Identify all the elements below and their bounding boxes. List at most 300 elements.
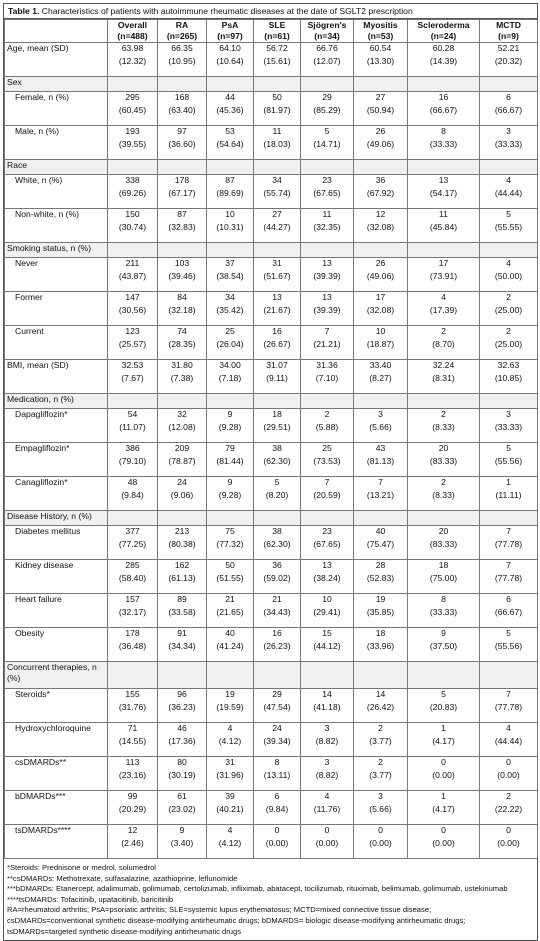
cell-subvalue: (41.18): [313, 702, 341, 712]
table-cell: [354, 258, 408, 292]
cell-subvalue: (23.16): [118, 770, 147, 780]
cell-subvalue: (36.23): [168, 702, 196, 712]
cell-value: 66.35: [171, 43, 193, 53]
cell-value: 31: [272, 258, 282, 268]
table-row: [5, 326, 538, 360]
header-ra: RA (n=265): [158, 20, 207, 43]
cell-value: 23: [322, 526, 332, 536]
cell-subvalue: (38.24): [313, 573, 341, 583]
cell-subvalue: (23.02): [168, 804, 196, 814]
table-row: [5, 689, 538, 723]
section-label: Sex: [5, 77, 108, 92]
cell-value: 4: [506, 258, 511, 268]
table-cell: [408, 209, 480, 243]
header-myositis: Myositis (n=53): [354, 20, 408, 43]
cell-value: 56.72: [266, 43, 288, 53]
cell-value: 2: [441, 326, 446, 336]
cell-subvalue: (51.55): [216, 573, 244, 583]
cell-subvalue: (33.58): [168, 607, 196, 617]
section-row: [5, 394, 538, 409]
table-cell: [158, 409, 207, 443]
table-cell: [354, 791, 408, 825]
section-cell: [480, 394, 538, 409]
table-cell: [207, 594, 254, 628]
cell-value: 79: [225, 443, 235, 453]
cell-subvalue: (50.94): [366, 105, 395, 115]
cell-subvalue: (81.44): [216, 456, 244, 466]
cell-subvalue: (78.87): [168, 456, 196, 466]
table-row: [5, 526, 538, 560]
table-cell: [480, 43, 538, 77]
table-cell: [254, 477, 301, 511]
cell-subvalue: (89.69): [216, 188, 244, 198]
cell-value: 20: [438, 443, 449, 453]
cell-value: 84: [177, 292, 187, 302]
cell-value: 178: [174, 175, 190, 185]
cell-value: 285: [125, 560, 140, 570]
cell-value: 7: [506, 560, 511, 570]
section-cell: [158, 77, 207, 92]
table-cell: [301, 126, 354, 160]
cell-value: 6: [274, 791, 280, 801]
section-cell: [158, 243, 207, 258]
table-row: [5, 443, 538, 477]
table-cell: [408, 526, 480, 560]
table-cell: [301, 175, 354, 209]
cell-value: 211: [125, 258, 140, 268]
cell-value: 12: [127, 825, 138, 835]
cell-subvalue: (20.29): [118, 804, 147, 814]
table-cell: [254, 628, 301, 662]
cell-subvalue: (29.51): [263, 422, 291, 432]
row-label: Age, mean (SD): [5, 43, 108, 77]
row-label: Male, n (%): [5, 126, 108, 160]
cell-subvalue: (44.27): [263, 222, 291, 232]
cell-subvalue: (73.91): [429, 271, 458, 281]
section-cell: [158, 394, 207, 409]
table-cell: [158, 92, 207, 126]
cell-subvalue: (8.20): [265, 490, 289, 500]
cell-value: 74: [177, 326, 187, 336]
table-cell: [207, 292, 254, 326]
table-row: [5, 43, 538, 77]
cell-value: 150: [125, 209, 140, 219]
table-cell: [158, 292, 207, 326]
cell-value: 43: [375, 443, 386, 453]
table-cell: [480, 723, 538, 757]
cell-value: 1: [441, 723, 446, 733]
cell-value: 6: [506, 92, 511, 102]
footnote-line: ***bDMARDs: Etanercept, adalimumab, golimumab, certolizumab, infliximab, abatacept, tocilizumab, rituximab, belimumab, golimumab, ustekinumab: [7, 884, 508, 894]
cell-subvalue: (33.33): [494, 139, 523, 149]
table-cell: [301, 757, 354, 791]
cell-value: 168: [174, 92, 190, 102]
cell-value: 13: [272, 292, 282, 302]
cell-subvalue: (0.00): [497, 770, 520, 780]
cell-subvalue: (2.46): [121, 838, 144, 848]
table-cell: [108, 258, 158, 292]
row-label: Heart failure: [5, 594, 108, 628]
cell-value: 9: [441, 628, 446, 638]
table-cell: [207, 723, 254, 757]
cell-value: 386: [125, 443, 140, 453]
cell-subvalue: (30.19): [168, 770, 196, 780]
cell-value: 21: [272, 594, 282, 604]
section-cell: [301, 394, 354, 409]
table-cell: [301, 258, 354, 292]
cell-value: 29: [272, 689, 282, 699]
cell-subvalue: (75.47): [366, 539, 395, 549]
cell-value: 40: [225, 628, 235, 638]
cell-subvalue: (11.76): [313, 804, 341, 814]
section-cell: [480, 243, 538, 258]
table-cell: [254, 443, 301, 477]
section-cell: [354, 77, 408, 92]
row-label: Empagliflozin*: [5, 443, 108, 477]
cell-subvalue: (55.56): [494, 456, 523, 466]
table-cell: [354, 689, 408, 723]
table-cell: [301, 92, 354, 126]
table-cell: [254, 723, 301, 757]
table-cell: [158, 477, 207, 511]
cell-value: 0: [274, 825, 280, 835]
cell-subvalue: (7.10): [315, 373, 339, 383]
section-cell: [480, 77, 538, 92]
cell-value: 8: [441, 126, 446, 136]
cell-subvalue: (51.67): [263, 271, 291, 281]
cell-value: 13: [322, 258, 332, 268]
table-row: [5, 175, 538, 209]
footnote-line: csDMARDs=conventional synthetic disease-modifying antirheumatic drugs; bDMARDS= biologic disease-modifying antirheumatic drugs; tsDMARDs=targeted synthetic disease-modifying antirheumatic drugs: [7, 915, 466, 936]
table-cell: [480, 825, 538, 859]
cell-subvalue: (25.00): [494, 339, 523, 349]
cell-subvalue: (32.08): [366, 222, 395, 232]
cell-value: 31.36: [316, 360, 338, 370]
cell-subvalue: (3.77): [369, 770, 392, 780]
cell-value: 2: [441, 409, 446, 419]
cell-subvalue: (33.33): [429, 139, 458, 149]
cell-subvalue: (39.55): [118, 139, 147, 149]
cell-value: 5: [506, 443, 511, 453]
table-cell: [254, 292, 301, 326]
cell-subvalue: (25.00): [494, 305, 523, 315]
cell-subvalue: (39.39): [313, 305, 341, 315]
cell-subvalue: (43.87): [118, 271, 147, 281]
cell-value: 36: [272, 560, 282, 570]
section-cell: [254, 160, 301, 175]
table-cell: [354, 209, 408, 243]
cell-value: 18: [272, 409, 282, 419]
cell-value: 338: [125, 175, 140, 185]
table-cell: [408, 126, 480, 160]
table-row: [5, 409, 538, 443]
cell-subvalue: (66.67): [494, 607, 523, 617]
cell-subvalue: (55.55): [494, 222, 523, 232]
cell-value: 2: [378, 723, 383, 733]
table-cell: [480, 757, 538, 791]
cell-subvalue: (5.88): [315, 422, 339, 432]
table-cell: [207, 409, 254, 443]
table-cell: [480, 175, 538, 209]
cell-subvalue: (9.28): [218, 422, 242, 432]
table-cell: [301, 628, 354, 662]
cell-subvalue: (3.40): [170, 838, 194, 848]
cell-subvalue: (40.21): [216, 804, 244, 814]
row-label: Non-white, n (%): [5, 209, 108, 243]
table-cell: [158, 723, 207, 757]
table-row: [5, 825, 538, 859]
table-cell: [207, 326, 254, 360]
cell-subvalue: (37.50): [429, 641, 458, 651]
section-row: [5, 511, 538, 526]
header-overall: Overall (n=488): [108, 20, 158, 43]
cell-value: 89: [177, 594, 187, 604]
section-label: Race: [5, 160, 108, 175]
header-mctd: MCTD (n=9): [480, 20, 538, 43]
cell-subvalue: (0.00): [497, 838, 520, 848]
cell-value: 2: [506, 292, 511, 302]
row-label: Female, n (%): [5, 92, 108, 126]
cell-value: 80: [177, 757, 187, 767]
cell-value: 32: [177, 409, 187, 419]
cell-subvalue: (13.30): [366, 56, 395, 66]
cell-value: 26: [375, 126, 386, 136]
cell-subvalue: (55.74): [263, 188, 291, 198]
cell-value: 0: [441, 757, 446, 767]
cell-value: 63.98: [121, 43, 144, 53]
table-row: [5, 360, 538, 394]
cell-subvalue: (7.18): [218, 373, 242, 383]
cell-value: 19: [375, 594, 386, 604]
section-cell: [108, 243, 158, 258]
table-cell: [108, 409, 158, 443]
table-cell: [158, 209, 207, 243]
cell-value: 11: [272, 126, 282, 136]
cell-subvalue: (35.85): [366, 607, 395, 617]
cell-subvalue: (77.78): [494, 573, 523, 583]
table-cell: [108, 126, 158, 160]
cell-value: 34: [225, 292, 235, 302]
table-cell: [254, 175, 301, 209]
cell-value: 87: [225, 175, 235, 185]
cell-value: 8: [441, 594, 446, 604]
table-cell: [108, 825, 158, 859]
header-psa: PsA (n=97): [207, 20, 254, 43]
cell-subvalue: (5.66): [369, 804, 392, 814]
cell-subvalue: (44.12): [313, 641, 341, 651]
table-cell: [108, 757, 158, 791]
section-cell: [207, 77, 254, 92]
section-cell: [207, 394, 254, 409]
cell-value: 3: [506, 409, 511, 419]
cell-value: 7: [324, 326, 330, 336]
cell-value: 99: [127, 791, 138, 801]
table-cell: [207, 628, 254, 662]
table-cell: [158, 526, 207, 560]
cell-subvalue: (61.13): [168, 573, 196, 583]
cell-subvalue: (22.22): [494, 804, 523, 814]
table-row: [5, 560, 538, 594]
table-cell: [158, 326, 207, 360]
table-cell: [480, 628, 538, 662]
table-cell: [408, 628, 480, 662]
table-cell: [207, 757, 254, 791]
cell-value: 7: [506, 526, 511, 536]
section-cell: [480, 662, 538, 689]
table-row: [5, 126, 538, 160]
cell-subvalue: (7.38): [170, 373, 194, 383]
cell-value: 2: [506, 326, 511, 336]
cell-value: 24: [272, 723, 282, 733]
cell-value: 16: [272, 628, 282, 638]
table-cell: [480, 92, 538, 126]
table-cell: [158, 689, 207, 723]
row-label: BMI, mean (SD): [5, 360, 108, 394]
table-cell: [207, 126, 254, 160]
table-cell: [108, 43, 158, 77]
cell-value: 193: [125, 126, 140, 136]
table-cell: [480, 292, 538, 326]
table-cell: [354, 560, 408, 594]
cell-subvalue: (9.84): [121, 490, 144, 500]
cell-value: 21: [225, 594, 235, 604]
table-cell: [354, 723, 408, 757]
table-cell: [108, 689, 158, 723]
table-cell: [301, 360, 354, 394]
cell-value: 13: [322, 292, 332, 302]
cell-value: 96: [177, 689, 187, 699]
characteristics-table: [4, 19, 538, 859]
table-row: [5, 209, 538, 243]
cell-value: 50: [225, 560, 235, 570]
cell-subvalue: (4.12): [218, 838, 242, 848]
cell-value: 38: [272, 526, 282, 536]
table-cell: [408, 560, 480, 594]
row-label: Obesity: [5, 628, 108, 662]
cell-value: 50: [272, 92, 282, 102]
row-label: Canagliflozin*: [5, 477, 108, 511]
cell-subvalue: (10.95): [168, 56, 196, 66]
section-cell: [254, 511, 301, 526]
cell-value: 2: [324, 409, 330, 419]
cell-subvalue: (49.06): [366, 139, 395, 149]
cell-value: 10: [225, 209, 235, 219]
cell-subvalue: (26.67): [263, 339, 291, 349]
table-cell: [108, 628, 158, 662]
section-cell: [254, 77, 301, 92]
cell-value: 71: [127, 723, 138, 733]
table-cell: [254, 825, 301, 859]
header-row: [5, 20, 538, 43]
cell-subvalue: (69.26): [118, 188, 147, 198]
row-label: Dapagliflozin*: [5, 409, 108, 443]
cell-value: 5: [441, 689, 446, 699]
table-cell: [254, 326, 301, 360]
cell-value: 2: [378, 757, 383, 767]
cell-subvalue: (8.82): [315, 770, 339, 780]
cell-subvalue: (18.87): [366, 339, 395, 349]
cell-value: 11: [439, 209, 448, 219]
cell-value: 5: [506, 209, 511, 219]
section-cell: [301, 243, 354, 258]
table-cell: [158, 757, 207, 791]
section-cell: [408, 160, 480, 175]
section-cell: [480, 511, 538, 526]
cell-value: 0: [441, 825, 446, 835]
section-cell: [354, 511, 408, 526]
header-sjogrens: Sjögren's (n=34): [301, 20, 354, 43]
table-cell: [108, 175, 158, 209]
section-cell: [158, 511, 207, 526]
table-cell: [158, 360, 207, 394]
table-cell: [354, 757, 408, 791]
cell-subvalue: (9.84): [265, 804, 289, 814]
table-cell: [207, 560, 254, 594]
section-label: Medication, n (%): [5, 394, 108, 409]
cell-subvalue: (67.92): [366, 188, 395, 198]
cell-value: 9: [179, 825, 185, 835]
cell-value: 31: [225, 757, 235, 767]
section-cell: [108, 662, 158, 689]
table-cell: [301, 594, 354, 628]
table-cell: [207, 791, 254, 825]
cell-value: 10: [375, 326, 386, 336]
cell-value: 11: [322, 209, 332, 219]
cell-value: 4: [506, 175, 511, 185]
cell-subvalue: (67.17): [168, 188, 196, 198]
section-cell: [207, 511, 254, 526]
table-cell: [254, 409, 301, 443]
row-label: Hydroxychloroquine: [5, 723, 108, 757]
cell-value: 87: [177, 209, 187, 219]
cell-subvalue: (3.77): [369, 736, 392, 746]
table-cell: [354, 526, 408, 560]
table-cell: [158, 443, 207, 477]
cell-subvalue: (9.28): [218, 490, 242, 500]
cell-subvalue: (77.78): [494, 539, 523, 549]
cell-subvalue: (26.23): [263, 641, 291, 651]
cell-subvalue: (80.38): [168, 539, 196, 549]
table-cell: [254, 791, 301, 825]
cell-value: 3: [324, 723, 330, 733]
table-cell: [480, 689, 538, 723]
cell-subvalue: (5.66): [369, 422, 392, 432]
cell-subvalue: (35.42): [216, 305, 244, 315]
cell-value: 4: [227, 825, 233, 835]
table-cell: [408, 723, 480, 757]
cell-value: 213: [174, 526, 190, 536]
table-cell: [207, 175, 254, 209]
section-label: Concurrent therapies, n (%): [5, 662, 108, 689]
cell-value: 5: [506, 628, 511, 638]
cell-subvalue: (36.48): [118, 641, 147, 651]
cell-value: 162: [174, 560, 190, 570]
cell-subvalue: (54.17): [429, 188, 458, 198]
cell-subvalue: (32.08): [366, 305, 395, 315]
section-cell: [354, 243, 408, 258]
footnote-line: ****tsDMARDs: Tofacitinib, upatacitinib, baricitinib: [7, 894, 174, 904]
table-cell: [354, 292, 408, 326]
row-label: csDMARDs**: [5, 757, 108, 791]
table-cell: [207, 43, 254, 77]
cell-subvalue: (79.10): [118, 456, 147, 466]
table-cell: [158, 628, 207, 662]
cell-subvalue: (8.31): [432, 373, 455, 383]
table-cell: [207, 443, 254, 477]
table-cell: [408, 477, 480, 511]
cell-value: 103: [174, 258, 190, 268]
footnotes: [4, 859, 537, 940]
